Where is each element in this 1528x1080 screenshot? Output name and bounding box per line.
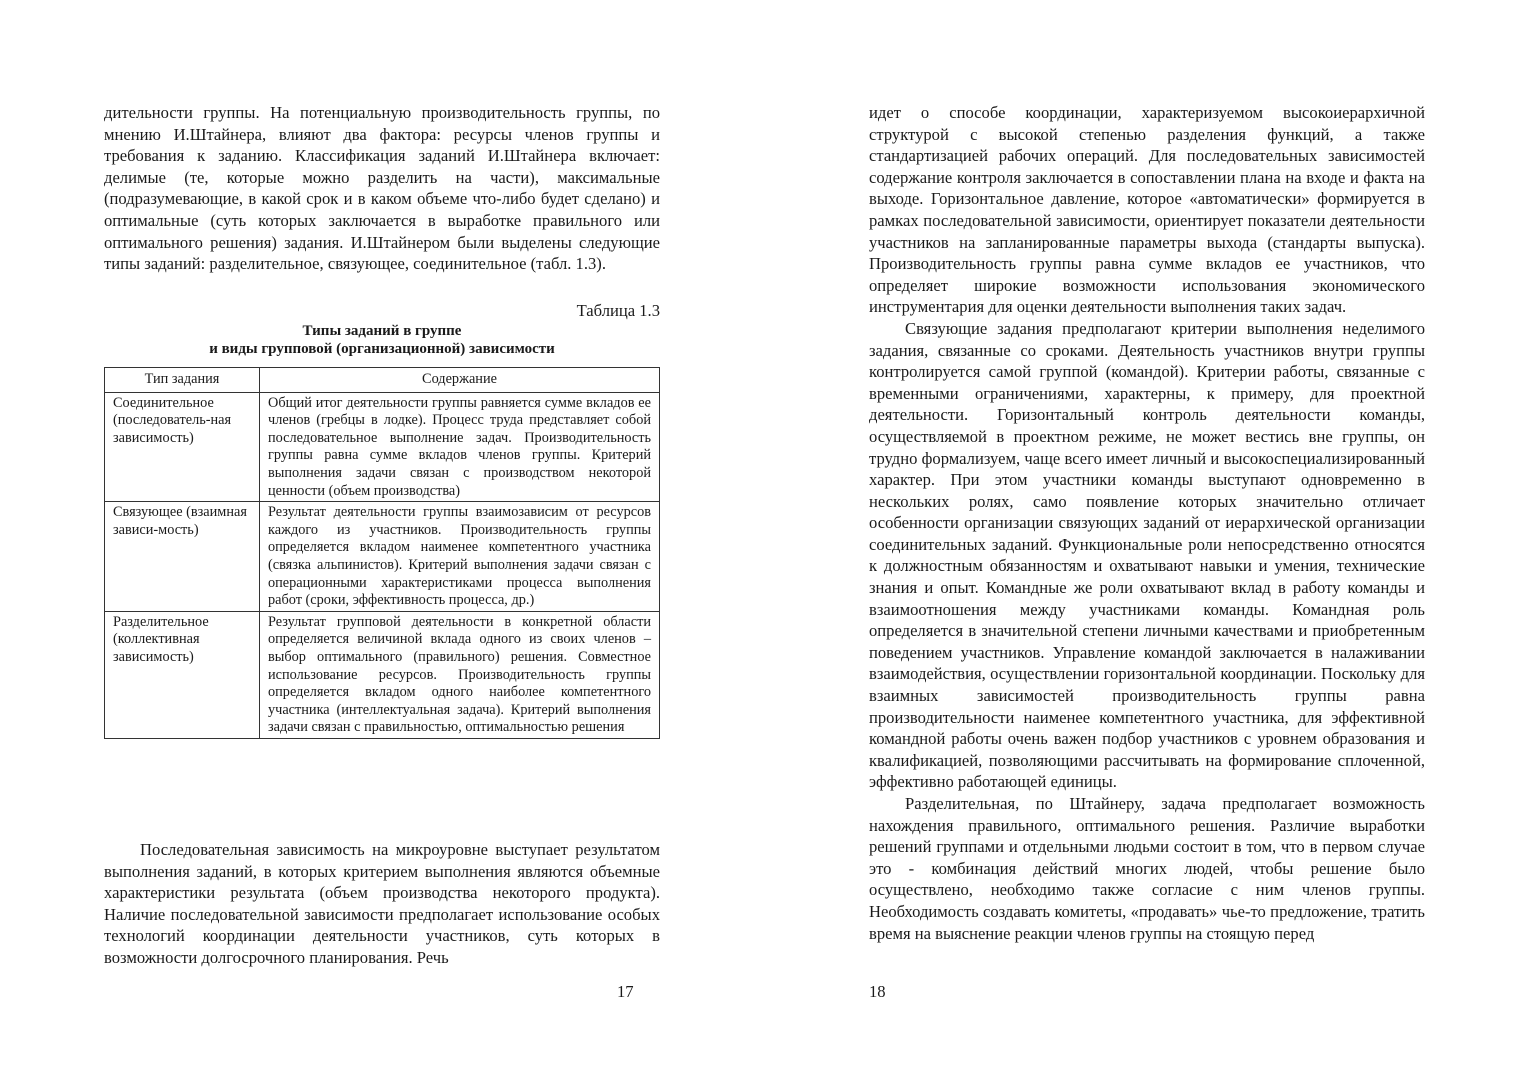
table-cell-content: Результат групповой деятельности в конкретной области определяется величиной вклада одного из своих членов – выбор оптимального (правильного) решения. Совместное использование ресурсов. Производительность группы определяется вкладом одного наиболее компетентного участника (интеллектуальная задача). Критерий выполнения задачи связан с правильностью, оптимальностью решения (260, 611, 660, 738)
table-header-row (105, 368, 660, 393)
table-cell-type: Разделительное (коллективная зависимость) (105, 611, 260, 738)
table-title (104, 322, 660, 358)
table-row (105, 502, 660, 612)
task-types-table (104, 367, 660, 739)
table-cell-type: Соединительное (последователь-ная зависимость) (105, 392, 260, 502)
table-cell-type: Связующее (взаимная зависи-мость) (105, 502, 260, 612)
right-paragraph-2: Связующие задания предполагают критерии выполнения неделимого задания, связанные со сроками. Деятельность участников внутри группы контролируется самой группой (командой). Критерии работы, связанные с временными ограничениями, характерны, к примеру, для проектной деятельности. Горизонтальный контроль деятельности команды, осуществляемой в проектном режиме, не может вестись вне группы, он трудно формализуем, чаще всего имеет личный и высокоспециализированный характер. При этом участники команды выступают одновременно в нескольких ролях, само появление которых значительно отличает особенности организации связующих заданий от иерархической организации соединительных заданий. Функциональные роли непосредственно относятся к должностным обязанностям и охватывают навыки и умения, технические знания и опыт. Командные же роли охватывают вклад в работу команды и взаимоотношения между участниками команды. Командная роль определяется в значительной степени личными качествами и приобретенным поведением участников. Управление командой заключается в налаживании взаимодействия, осуществлении горизонтальной координации. Поскольку для взаимных зависимостей производительность группы равна производительности наименее компетентного участника, для эффективной командной работы очень важен подбор участников с уровнем образования и квалификацией, позволяющими рассчитывать на формирование сплоченной, эффективно работающей единицы. (869, 318, 1425, 792)
table-title-line-1: Типы заданий в группе (302, 323, 462, 339)
table-title-line-2: и виды групповой (организационной) зависимости (209, 341, 555, 357)
left-bottom-paragraph-block (104, 839, 660, 969)
table-row (105, 392, 660, 502)
right-paragraph-3: Разделительная, по Штайнеру, задача предполагает возможность нахождения правильного, оптимального решения. Различие выработки решений группами и отдельными людьми состоит в том, что в первом случае это - комбинация действий многих людей, чтобы решение было осуществлено, необходимо также согласие с ним членов группы. Необходимость создавать комитеты, «продавать» чье-то предложение, тратить время на выяснение реакции членов группы на стоящую перед (869, 794, 1425, 943)
table-label: Таблица 1.3 (576, 301, 660, 320)
table-header-type: Тип задания (105, 368, 260, 393)
table-header-content: Содержание (260, 368, 660, 393)
left-top-paragraph: дительности группы. На потенциальную производительность группы, по мнению И.Штайнера, влияют два фактора: ресурсы членов группы и требования к заданию. Классификация заданий И.Штайнера включает: делимые (те, которые можно разделить на части), максимальные (подразумевающие, в какой срок и в каком объеме что-либо будет сделано) и оптимальные (суть которых заключается в выработке правильного или оптимального решения) задания. И.Штайнером были выделены следующие типы заданий: разделительное, связующее, соединительное (табл. 1.3). (104, 103, 660, 274)
left-bottom-paragraph: Последовательная зависимость на микроуровне выступает результатом выполнения заданий, в которых критерием выполнения являются объемные характеристики результата (объем производства некоторого продукта). Наличие последовательной зависимости предполагает использование особых технологий координации деятельности участников, суть которых в возможности долгосрочного планирования. Речь (104, 840, 660, 967)
right-page (764, 0, 1528, 1080)
left-top-paragraph-block (104, 102, 660, 275)
table-row (105, 611, 660, 738)
page-number-right: 18 (869, 982, 886, 1001)
table-cell-content: Общий итог деятельности группы равняется сумме вкладов ее членов (гребцы в лодке). Процесс труда представляет собой последовательное выполнение задач. Производительность группы равна сумме вкладов членов группы. Критерий выполнения задачи связан с производством некоторой ценности (объем производства) (260, 392, 660, 502)
right-text-block (869, 102, 1425, 944)
table-cell-content: Результат деятельности группы взаимозависим от ресурсов каждого из участников. Производительность группы определяется вкладом наименее компетентного участника (связка альпинистов). Критерий выполнения задачи связан с операционными характеристиками процесса выполнения работ (сроки, эффективность процесса, др.) (260, 502, 660, 612)
page-number-left: 17 (617, 982, 634, 1001)
right-paragraph-1: идет о способе координации, характеризуемом высокоиерархичной структурой с высокой степенью разделения функций, а также стандартизацией рабочих операций. Для последовательных зависимостей содержание контроля заключается в сопоставлении плана на входе и факта на выходе. Горизонтальное давление, которое «автоматически» формируется в рамках последовательной зависимости, ориентирует показатели деятельности участников на запланированные параметры выхода (стандарты выпуска). Производительность группы равна сумме вкладов ее участников, что определяет широкие возможности использования экономического инструментария для оценки деятельности выполнения таких задач. (869, 103, 1425, 317)
